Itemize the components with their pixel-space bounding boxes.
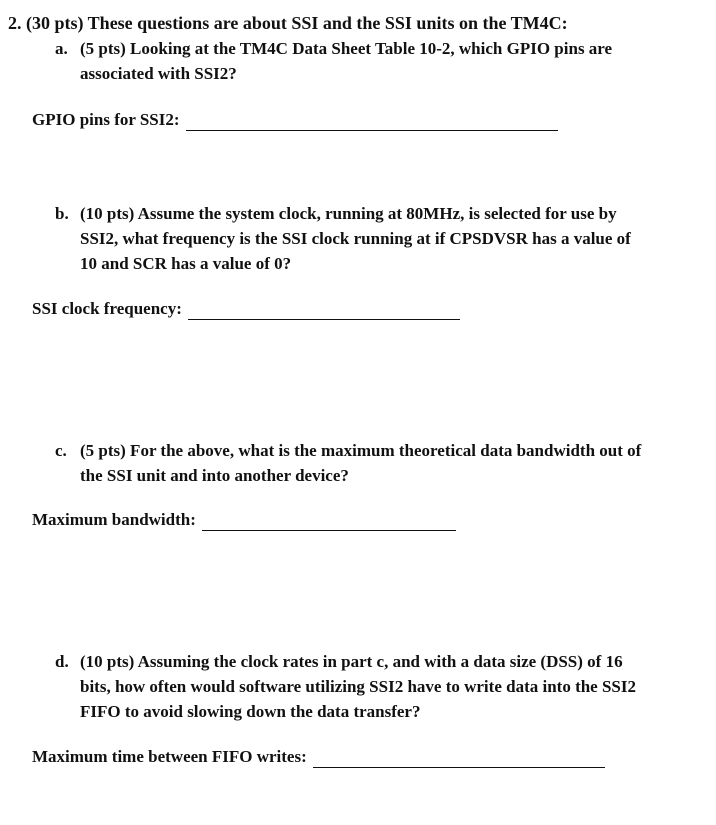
- answer-b-label: SSI clock frequency:: [32, 299, 182, 318]
- part-a-text: [80, 36, 612, 86]
- answer-d-label: Maximum time between FIFO writes:: [32, 747, 307, 766]
- answer-b: [32, 298, 460, 320]
- part-a: [55, 36, 705, 86]
- answer-d-blank[interactable]: [313, 751, 605, 768]
- answer-a: [32, 109, 558, 131]
- part-d: [55, 649, 710, 724]
- question-number: 2.: [8, 13, 22, 33]
- part-d-letter: d.: [55, 652, 69, 671]
- answer-c: [32, 509, 456, 531]
- part-d-line-1: (10 pts) Assuming the clock rates in part c, and with a data size (DSS) of 16: [80, 652, 623, 671]
- answer-b-blank[interactable]: [188, 303, 460, 320]
- answer-a-blank[interactable]: [186, 114, 558, 131]
- part-b: [55, 201, 705, 276]
- question-stem: (30 pts) These questions are about SSI and the SSI units on the TM4C:: [26, 13, 568, 33]
- part-b-line-1: (10 pts) Assume the system clock, running at 80MHz, is selected for use by: [80, 204, 617, 223]
- answer-c-blank[interactable]: [202, 514, 456, 531]
- part-b-line-3: 10 and SCR has a value of 0?: [80, 254, 292, 273]
- part-c-text: [80, 438, 641, 488]
- answer-d: [32, 746, 605, 768]
- part-d-line-3: FIFO to avoid slowing down the data transfer?: [80, 702, 421, 721]
- part-c-line-2: the SSI unit and into another device?: [80, 466, 349, 485]
- part-a-line-2: associated with SSI2?: [80, 64, 237, 83]
- part-a-line-1: (5 pts) Looking at the TM4C Data Sheet Table 10-2, which GPIO pins are: [80, 39, 613, 58]
- part-c-line-1: (5 pts) For the above, what is the maximum theoretical data bandwidth out of: [80, 441, 642, 460]
- part-a-letter: a.: [55, 39, 68, 58]
- answer-a-label: GPIO pins for SSI2:: [32, 110, 180, 129]
- part-b-letter: b.: [55, 204, 69, 223]
- part-b-text: [80, 201, 631, 276]
- question-header: [8, 11, 568, 36]
- part-c-letter: c.: [55, 441, 67, 460]
- part-d-text: [80, 649, 636, 724]
- part-c: [55, 438, 710, 488]
- answer-c-label: Maximum bandwidth:: [32, 510, 196, 529]
- part-d-line-2: bits, how often would software utilizing SSI2 have to write data into the SSI2: [80, 677, 637, 696]
- part-b-line-2: SSI2, what frequency is the SSI clock running at if CPSDVSR has a value of: [80, 229, 631, 248]
